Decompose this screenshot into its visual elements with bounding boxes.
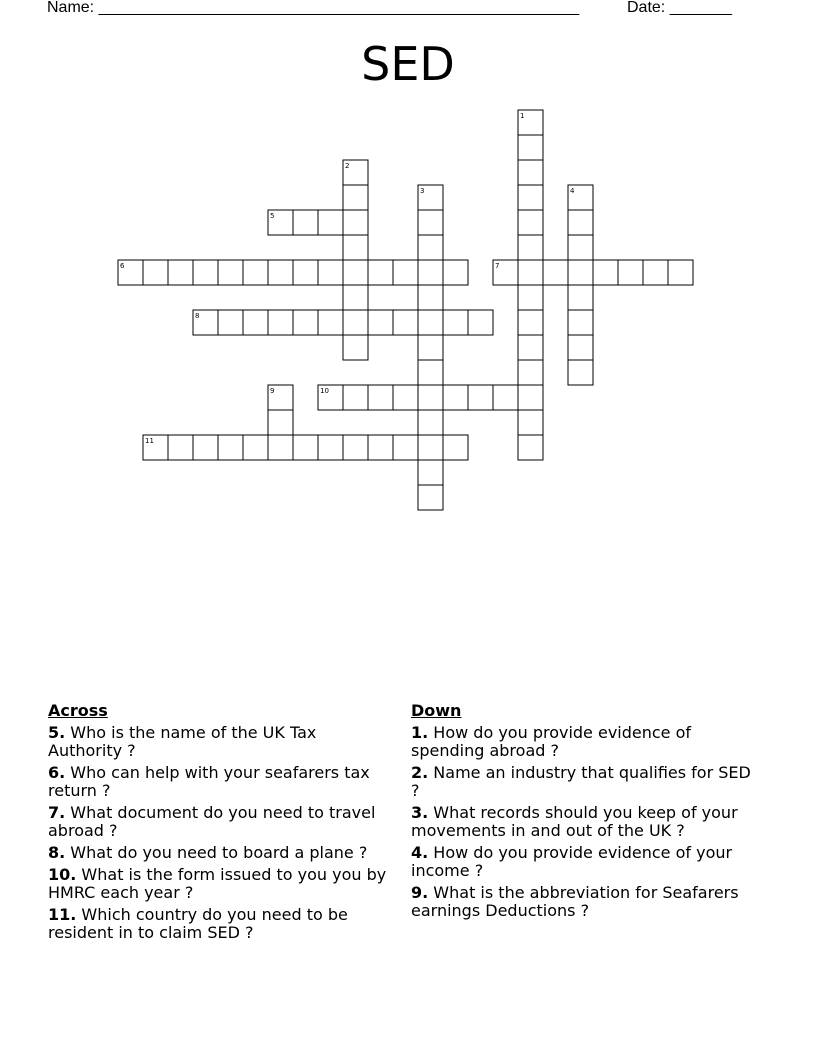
clue-number: 9.	[411, 883, 429, 902]
grid-cell[interactable]	[418, 210, 443, 235]
clue-number: 2.	[411, 763, 429, 782]
cell-number-6: 6	[120, 262, 125, 270]
across-clue-11	[48, 906, 393, 942]
grid-cell[interactable]	[518, 235, 543, 260]
clue-text: Name an industry that qualifies for SED ?	[411, 763, 751, 800]
clue-text: How do you provide evidence of spending abroad ?	[411, 723, 692, 760]
grid-cell[interactable]	[343, 285, 368, 310]
grid-cell[interactable]	[368, 310, 393, 335]
grid-cell[interactable]	[518, 410, 543, 435]
grid-cell[interactable]	[518, 385, 543, 410]
grid-cell[interactable]	[568, 310, 593, 335]
cell-number-9: 9	[270, 387, 275, 395]
grid-cell[interactable]	[343, 310, 368, 335]
grid-cell[interactable]	[393, 260, 418, 285]
grid-cell[interactable]	[368, 260, 393, 285]
across-clues	[48, 702, 393, 946]
grid-cell[interactable]	[518, 335, 543, 360]
grid-cell[interactable]	[518, 435, 543, 460]
clue-number: 6.	[48, 763, 66, 782]
cell-number-1: 1	[520, 112, 525, 120]
grid-cell[interactable]	[418, 435, 443, 460]
across-clue-8	[48, 844, 393, 862]
grid-cell[interactable]	[568, 335, 593, 360]
grid-cell[interactable]	[493, 385, 518, 410]
across-clue-5	[48, 724, 393, 760]
grid-cell[interactable]	[518, 310, 543, 335]
grid-cell[interactable]	[293, 435, 318, 460]
grid-cell[interactable]	[518, 185, 543, 210]
grid-cell[interactable]	[268, 260, 293, 285]
cell-number-7: 7	[495, 262, 500, 270]
clue-text: Who can help with your seafarers tax return ?	[48, 763, 370, 800]
clue-number: 4.	[411, 843, 429, 862]
cell-number-2: 2	[345, 162, 350, 170]
grid-cell[interactable]	[143, 260, 168, 285]
grid-cell[interactable]	[193, 260, 218, 285]
clue-number: 1.	[411, 723, 429, 742]
clue-number: 5.	[48, 723, 66, 742]
grid-cell[interactable]	[393, 310, 418, 335]
name-field-label: Name: ______________________________________________________	[47, 0, 580, 16]
grid-cell[interactable]	[343, 335, 368, 360]
grid-cell[interactable]	[543, 260, 568, 285]
grid-cell[interactable]	[518, 260, 543, 285]
down-clues	[411, 702, 756, 924]
grid-cell[interactable]	[318, 310, 343, 335]
cell-number-8: 8	[195, 312, 200, 320]
clue-text: Which country do you need to be resident in to claim SED ?	[48, 905, 348, 942]
grid-cell[interactable]	[418, 310, 443, 335]
across-clue-7	[48, 804, 393, 840]
clue-text: What is the abbreviation for Seafarers earnings Deductions ?	[411, 883, 739, 920]
clue-number: 10.	[48, 865, 77, 884]
grid-cell[interactable]	[368, 385, 393, 410]
grid-cell[interactable]	[318, 210, 343, 235]
grid-cell[interactable]	[168, 260, 193, 285]
grid-cell[interactable]	[268, 310, 293, 335]
down-heading: Down	[411, 701, 462, 720]
clue-text: How do you provide evidence of your income ?	[411, 843, 733, 880]
grid-cell[interactable]	[443, 260, 468, 285]
down-clue-3	[411, 804, 756, 840]
cell-number-11: 11	[145, 437, 154, 445]
grid-cell[interactable]	[418, 235, 443, 260]
cell-number-5: 5	[270, 212, 275, 220]
grid-cell[interactable]	[518, 135, 543, 160]
cell-number-3: 3	[420, 187, 425, 195]
across-clue-10	[48, 866, 393, 902]
grid-cell[interactable]	[293, 210, 318, 235]
grid-cell[interactable]	[343, 385, 368, 410]
grid-cell[interactable]	[393, 385, 418, 410]
grid-cell[interactable]	[443, 385, 468, 410]
grid-cell[interactable]	[668, 260, 693, 285]
clue-number: 11.	[48, 905, 77, 924]
grid-cell[interactable]	[293, 310, 318, 335]
grid-cell[interactable]	[593, 260, 618, 285]
grid-cell[interactable]	[343, 210, 368, 235]
grid-cell[interactable]	[568, 360, 593, 385]
clue-number: 7.	[48, 803, 66, 822]
grid-cell[interactable]	[393, 435, 418, 460]
grid-cell[interactable]	[618, 260, 643, 285]
clue-number: 3.	[411, 803, 429, 822]
grid-cell[interactable]	[193, 435, 218, 460]
cell-number-10: 10	[320, 387, 329, 395]
clue-text: What do you need to board a plane ?	[65, 843, 368, 862]
grid-cell[interactable]	[293, 260, 318, 285]
grid-cell[interactable]	[418, 385, 443, 410]
grid-cell[interactable]	[243, 310, 268, 335]
puzzle-title: SED	[361, 37, 455, 91]
clue-number: 8.	[48, 843, 66, 862]
across-clue-6	[48, 764, 393, 800]
grid-cell[interactable]	[443, 310, 468, 335]
grid-cell[interactable]	[568, 235, 593, 260]
grid-cell[interactable]	[568, 260, 593, 285]
grid-cell[interactable]	[468, 310, 493, 335]
grid-cell[interactable]	[518, 360, 543, 385]
grid-cell[interactable]	[568, 210, 593, 235]
grid-cell[interactable]	[418, 460, 443, 485]
grid-cell[interactable]	[418, 285, 443, 310]
grid-cell[interactable]	[443, 435, 468, 460]
down-clue-2	[411, 764, 756, 800]
grid-cell[interactable]	[418, 485, 443, 510]
grid-cell[interactable]	[243, 435, 268, 460]
grid-cell[interactable]	[318, 260, 343, 285]
grid-cell[interactable]	[218, 435, 243, 460]
grid-cell[interactable]	[418, 360, 443, 385]
grid-cell[interactable]	[343, 260, 368, 285]
down-clue-9	[411, 884, 756, 920]
grid-cell[interactable]	[418, 260, 443, 285]
grid-cell[interactable]	[268, 410, 293, 435]
grid-cell[interactable]	[368, 435, 393, 460]
grid-cell[interactable]	[418, 335, 443, 360]
grid-cell[interactable]	[168, 435, 193, 460]
clue-text: What is the form issued to you you by HMRC each year ?	[48, 865, 387, 902]
across-heading: Across	[48, 701, 108, 720]
grid-cell[interactable]	[243, 260, 268, 285]
clue-text: What records should you keep of your movements in and out of the UK ?	[411, 803, 738, 840]
grid-cell[interactable]	[568, 285, 593, 310]
cell-number-4: 4	[570, 187, 575, 195]
down-clue-1	[411, 724, 756, 760]
grid-cell[interactable]	[343, 235, 368, 260]
grid-cell[interactable]	[268, 435, 293, 460]
date-field-label: Date: _______	[627, 0, 732, 16]
clue-text: What document do you need to travel abroad ?	[48, 803, 376, 840]
grid-cell[interactable]	[468, 385, 493, 410]
clue-text: Who is the name of the UK Tax Authority ?	[48, 723, 317, 760]
grid-cell[interactable]	[318, 435, 343, 460]
down-clue-4	[411, 844, 756, 880]
grid-cell[interactable]	[218, 260, 243, 285]
grid-cell[interactable]	[643, 260, 668, 285]
grid-cell[interactable]	[343, 185, 368, 210]
grid-cell[interactable]	[518, 285, 543, 310]
grid-cell[interactable]	[518, 210, 543, 235]
grid-cell[interactable]	[218, 310, 243, 335]
grid-cell[interactable]	[343, 435, 368, 460]
grid-cell[interactable]	[518, 160, 543, 185]
grid-cell[interactable]	[418, 410, 443, 435]
